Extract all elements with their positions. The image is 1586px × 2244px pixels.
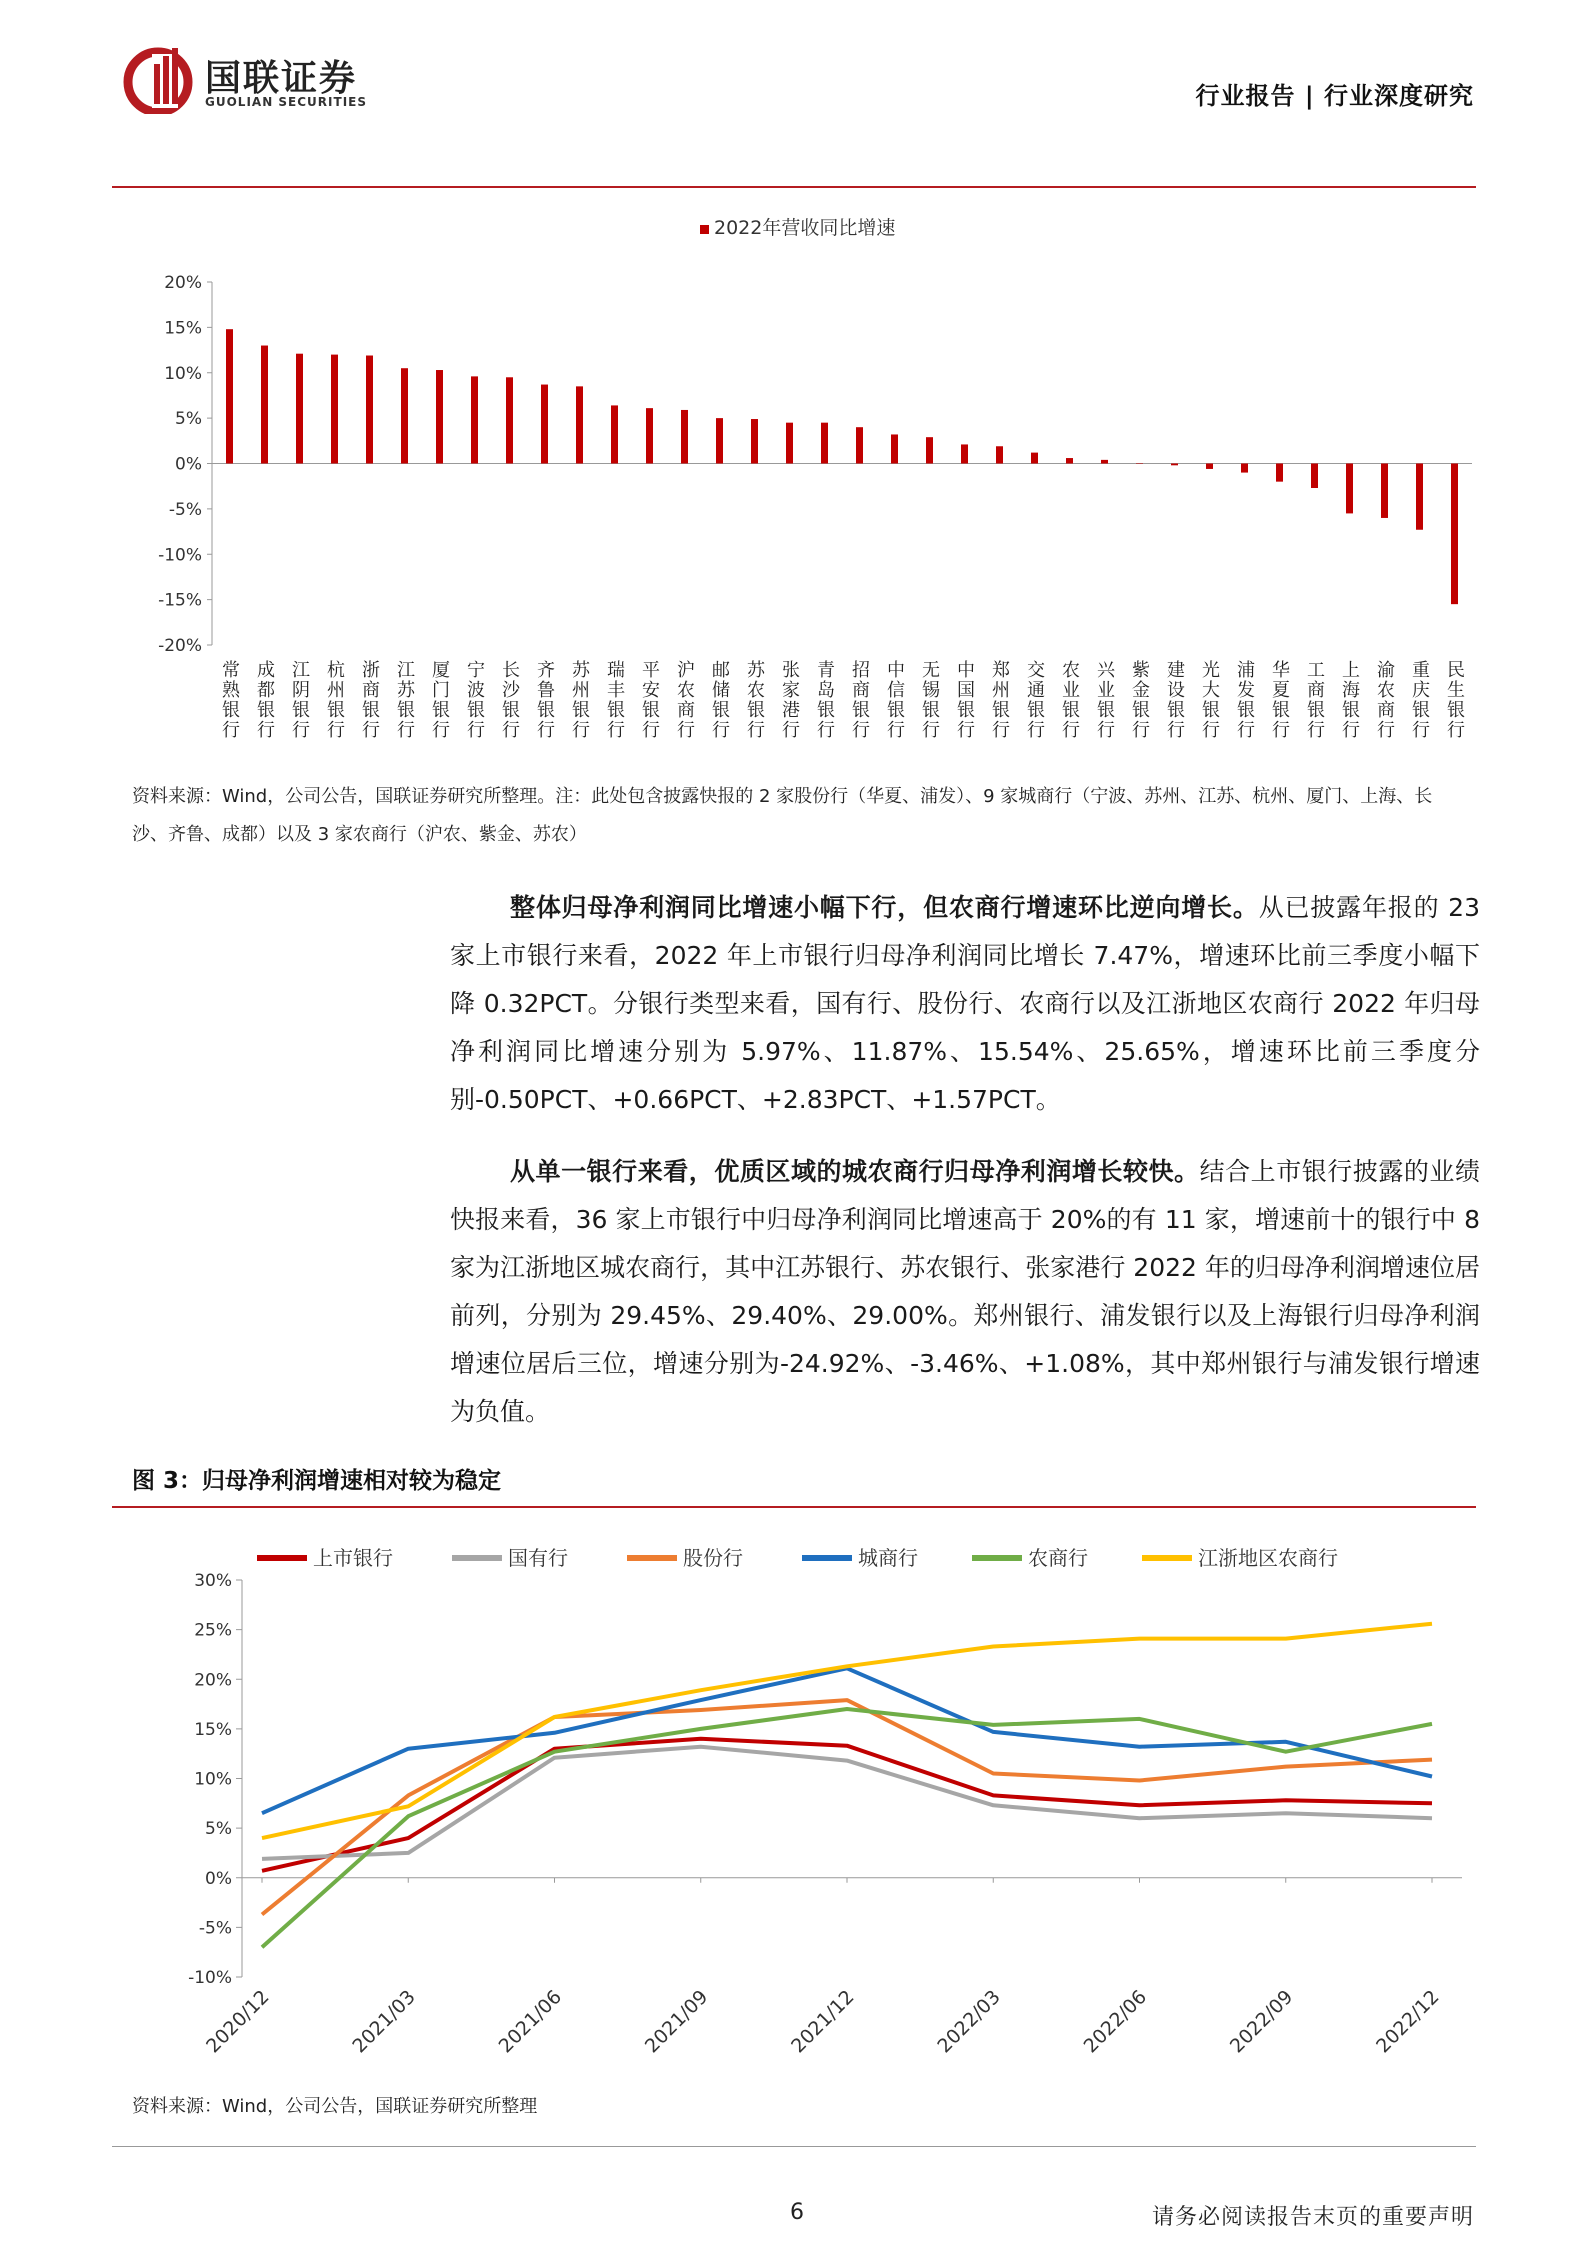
- category-label: 民生银行: [1444, 660, 1465, 740]
- bar-紫金银行: [1136, 464, 1143, 465]
- chart1-bars: [226, 329, 1458, 604]
- category-label: 重庆银行: [1409, 660, 1430, 740]
- figure3-title: 图 3：归母净利润增速相对较为稳定: [132, 1468, 502, 1494]
- chart2-lines: [262, 1624, 1432, 1948]
- category-label: 工商银行: [1304, 660, 1325, 740]
- series-line-江浙地区农商行: [262, 1624, 1432, 1838]
- bar-建设银行: [1171, 464, 1178, 466]
- category-label: 招商银行: [849, 660, 870, 740]
- logo-text-en: GUOLIAN SECURITIES: [205, 95, 367, 109]
- x-tick-label: 2021/12: [787, 1985, 859, 2058]
- bar-渝农商行: [1381, 464, 1388, 518]
- bar-农业银行: [1066, 458, 1073, 463]
- category-label: 中信银行: [884, 660, 905, 740]
- legend-label: 股份行: [683, 1546, 743, 1570]
- legend-label: 江浙地区农商行: [1198, 1546, 1338, 1570]
- y-tick-label: -5%: [168, 499, 202, 520]
- report-type: 行业报告 | 行业深度研究: [1195, 82, 1474, 110]
- x-tick-label: 2022/03: [933, 1985, 1005, 2058]
- bar-华夏银行: [1276, 464, 1283, 482]
- y-tick-label: 5%: [205, 1819, 232, 1840]
- bar-民生银行: [1451, 464, 1458, 605]
- y-tick-label: 10%: [164, 363, 202, 384]
- category-label: 无锡银行: [919, 660, 940, 740]
- net-profit-growth-line-chart: [112, 1520, 1492, 2080]
- paragraph-2: [450, 1148, 1480, 1436]
- bar-张家港行: [786, 423, 793, 464]
- y-tick-label: 20%: [194, 1670, 232, 1691]
- category-label: 杭州银行: [324, 660, 345, 740]
- bar-中国银行: [961, 444, 968, 463]
- bar-交通银行: [1031, 453, 1038, 464]
- category-label: 宁波银行: [464, 660, 485, 740]
- bar-苏州银行: [576, 386, 583, 463]
- bar-青岛银行: [821, 423, 828, 464]
- footer-disclaimer: 请务必阅读报告末页的重要声明: [1151, 2205, 1474, 2230]
- y-tick-label: -10%: [188, 1968, 232, 1988]
- category-label: 渝农商行: [1374, 660, 1395, 740]
- bar-长沙银行: [506, 377, 513, 463]
- legend-label: 2022年营收同比增速: [714, 217, 896, 239]
- bar-光大银行: [1206, 464, 1213, 469]
- chart1-legend: [700, 217, 895, 239]
- bar-兴业银行: [1101, 460, 1108, 464]
- bar-浙商银行: [366, 356, 373, 464]
- category-label: 平安银行: [639, 660, 660, 740]
- paragraph-1-lead: 整体归母净利润同比增速小幅下行，但农商行增速环比逆向增长。: [510, 893, 1259, 922]
- category-label: 瑞丰银行: [604, 660, 625, 740]
- bar-郑州银行: [996, 446, 1003, 463]
- category-label: 成都银行: [254, 660, 275, 740]
- x-tick-label: 2021/06: [494, 1985, 567, 2058]
- category-label: 中国银行: [954, 660, 975, 740]
- category-label: 沪农商行: [674, 660, 695, 740]
- category-label: 苏农银行: [744, 660, 765, 740]
- bar-瑞丰银行: [611, 405, 618, 463]
- y-tick-label: 15%: [164, 318, 202, 339]
- category-label: 交通银行: [1024, 660, 1045, 740]
- category-label: 江苏银行: [394, 660, 415, 740]
- category-label: 郑州银行: [989, 660, 1010, 740]
- bar-成都银行: [261, 346, 268, 464]
- legend-label: 国有行: [508, 1546, 568, 1570]
- category-label: 厦门银行: [429, 660, 450, 740]
- bar-江苏银行: [401, 368, 408, 463]
- bar-厦门银行: [436, 370, 443, 463]
- x-tick-label: 2021/03: [348, 1985, 420, 2058]
- category-label: 建设银行: [1164, 660, 1185, 740]
- bar-工商银行: [1311, 464, 1318, 489]
- y-tick-label: 30%: [194, 1571, 232, 1591]
- header-divider: [112, 186, 1476, 188]
- bar-浦发银行: [1241, 464, 1248, 473]
- y-tick-label: -20%: [158, 636, 202, 656]
- y-tick-label: 5%: [175, 409, 202, 430]
- y-tick-label: -10%: [158, 545, 202, 566]
- category-label: 张家港行: [779, 660, 800, 740]
- bar-沪农商行: [681, 410, 688, 464]
- category-label: 华夏银行: [1269, 660, 1290, 740]
- figure3-source: 资料来源：Wind，公司公告，国联证券研究所整理: [132, 2096, 538, 2117]
- bar-杭州银行: [331, 355, 338, 464]
- legend-swatch: [700, 225, 709, 234]
- category-label: 青岛银行: [814, 660, 835, 740]
- chart1-category-labels: [219, 660, 1465, 740]
- bar-常熟银行: [226, 329, 233, 463]
- bar-上海银行: [1346, 464, 1353, 514]
- y-tick-label: 0%: [205, 1868, 232, 1889]
- bar-中信银行: [891, 434, 898, 463]
- logo-text-cn: 国联证券: [205, 58, 358, 99]
- category-label: 兴业银行: [1094, 660, 1115, 740]
- x-tick-label: 2022/09: [1225, 1985, 1298, 2058]
- category-label: 江阴银行: [289, 660, 310, 740]
- page-number: 6: [790, 2200, 804, 2225]
- category-label: 浙商银行: [359, 660, 380, 740]
- x-tick-label: 2020/12: [202, 1985, 274, 2058]
- y-tick-label: -5%: [198, 1918, 232, 1939]
- series-line-城商行: [262, 1668, 1432, 1813]
- figure3-divider: [112, 1506, 1476, 1508]
- category-label: 光大银行: [1199, 660, 1220, 740]
- y-tick-label: 0%: [175, 454, 202, 475]
- legend-label: 上市银行: [313, 1546, 393, 1570]
- category-label: 邮储银行: [709, 660, 730, 740]
- chart1-axis: [158, 273, 1472, 656]
- paragraph-1: [450, 884, 1480, 1124]
- y-tick-label: 20%: [164, 273, 202, 293]
- chart1-source: 资料来源：Wind，公司公告，国联证券研究所整理。注：此处包含披露快报的 2 家股份行（华夏、浦发）、9 家城商行（宁波、苏州、江苏、杭州、厦门、上海、长沙、齐鲁、成都）以及 3 家农商行（沪农、紫金、苏农）: [132, 786, 1433, 845]
- category-label: 长沙银行: [499, 660, 520, 740]
- paragraph-1-body: 从已披露年报的 23 家上市银行来看，2022 年上市银行归母净利润同比增长 7.47%，增速环比前三季度小幅下降 0.32PCT。分银行类型来看，国有行、股份行、农商行以及江浙地区农商行 2022 年归母净利润同比增速分别为 5.97%、11.87%、15.54%、25.65%，增速环比前三季度分别-0.50PCT、+0.66PCT、+2.83PCT、+1.57PCT。: [450, 893, 1480, 1114]
- bar-招商银行: [856, 427, 863, 463]
- chart2-legend: [257, 1546, 1338, 1570]
- legend-label: 城商行: [858, 1546, 918, 1570]
- y-tick-label: 10%: [194, 1769, 232, 1790]
- revenue-growth-bar-chart: [112, 200, 1492, 780]
- category-label: 上海银行: [1339, 660, 1360, 740]
- category-label: 齐鲁银行: [534, 660, 555, 740]
- category-label: 常熟银行: [219, 660, 240, 740]
- category-label: 紫金银行: [1129, 660, 1150, 740]
- x-tick-label: 2021/09: [640, 1985, 713, 2058]
- category-label: 苏州银行: [569, 660, 590, 740]
- paragraph-2-body: 结合上市银行披露的业绩快报来看，36 家上市银行中归母净利润同比增速高于 20%的有 11 家，增速前十的银行中 8 家为江浙地区城农商行，其中江苏银行、苏农银行、张家港行 2022 年的归母净利润增速位居前列，分别为 29.45%、29.40%、29.00%。郑州银行、浦发银行以及上海银行归母净利润增速位居后三位，增速分别为-24.92%、-3.46%、+1.08%，其中郑州银行与浦发银行增速为负值。: [450, 1157, 1480, 1426]
- y-tick-label: 25%: [194, 1620, 232, 1641]
- bar-平安银行: [646, 408, 653, 463]
- footer-divider: [112, 2146, 1476, 2147]
- x-tick-label: 2022/12: [1372, 1985, 1444, 2058]
- category-label: 农业银行: [1059, 660, 1080, 740]
- y-tick-label: -15%: [158, 590, 202, 611]
- bar-齐鲁银行: [541, 385, 548, 464]
- bar-邮储银行: [716, 418, 723, 463]
- bar-宁波银行: [471, 376, 478, 463]
- bar-无锡银行: [926, 437, 933, 463]
- legend-label: 农商行: [1028, 1546, 1088, 1570]
- bar-江阴银行: [296, 354, 303, 464]
- bar-苏农银行: [751, 419, 758, 463]
- category-label: 浦发银行: [1234, 660, 1255, 740]
- paragraph-2-lead: 从单一银行来看，优质区域的城农商行归母净利润增长较快。: [510, 1157, 1200, 1186]
- y-tick-label: 15%: [194, 1719, 232, 1740]
- bar-重庆银行: [1416, 464, 1423, 530]
- x-tick-label: 2022/06: [1079, 1985, 1152, 2058]
